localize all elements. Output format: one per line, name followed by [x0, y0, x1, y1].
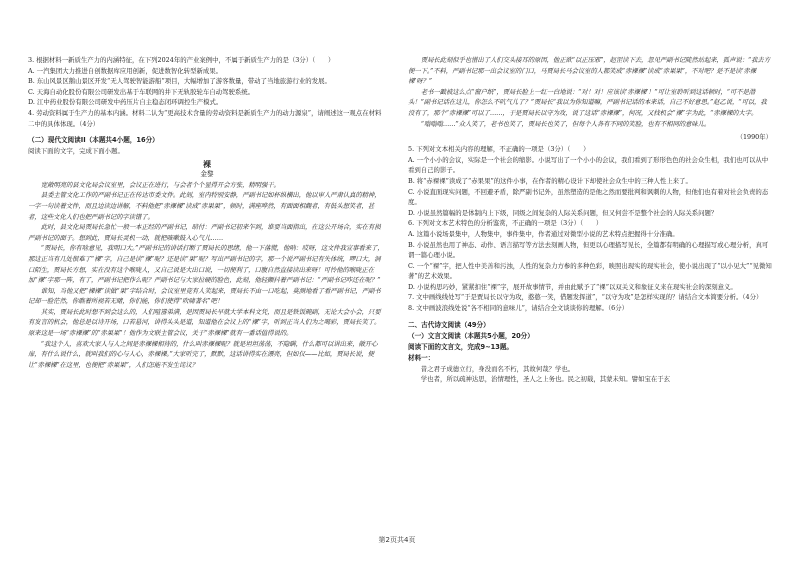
right-column [408, 55, 772, 385]
q6-stem: 6. 下列对文本艺术特色的分析鉴赏，不正确的一项是（3分）（ ） [408, 219, 603, 228]
q5-option-a: A. 一个小小的会议，实际是一个社会的缩影。小说写出了一个小小的会议，我们看到了形形色色的社会众生相，我们也可以从中看到自己的影子。 [408, 155, 769, 175]
q6-option-c: C. 一个“裸”字，把人性中美善和污浊，人性的复杂力方参的多种色彩，映照出现实的现实社会，使小说出现了“以小见大”“见微知著”的艺术效果。 [408, 261, 772, 281]
left-column [28, 55, 386, 370]
part-heading: 二、古代诗文阅读（49分） [408, 320, 490, 329]
q6-option-d: D. 小说构思巧妙，紧紧扣住“裸”字，展开故事情节，并由此赋予了“裸”以双关义和象征义来在现实社会的深刻意义。 [408, 282, 737, 291]
story-year: （1990年） [736, 133, 772, 142]
q4-stem: 4. 劳动资料属于生产力的基本内涵。材料二认为“更高技术含量的劳动资料是新质生产力的动力源泉”，请阐述这一观点在材料二中的具体体现。（4分） [28, 108, 382, 128]
q6-option-a: A. 这篇小说场景集中，人物集中，事件集中，作者通过对微型小说的艺术特点把握得十分准确。 [408, 229, 679, 238]
q7-stem: 7. 文中画线线处写“于是贾局长以守为攻，憨憨一笑，借题发挥道”，“以守为攻”是怎样实现的？请结合文本简要分析。（4分） [408, 293, 763, 302]
classical-text-line: 昔之君子成德立行，身没而名不朽，其故何哉？学也。 [420, 364, 575, 373]
q3-option-b: B. 东山风景区鹅山景区开发“无人驾驶智能游船”项目，大幅增加了游客数量，带动了当地旅游行业的发展。 [28, 77, 331, 86]
q3-stem: 3. 根据材料一新质生产力的内涵特征，在下列2024年的产业案例中，不属于新质生产力的是（3分）（ ） [28, 56, 335, 64]
q5-option-d: D. 小说虽然篇幅的是体制内上下级，同级之间复杂的人际关系问题，但又何尝不是整个社会的人际关系问题？ [408, 208, 718, 217]
section-heading: （二）现代文阅读II（本题共4小题，16分） [28, 136, 159, 145]
q5-option-b: B. 将“赤裸裸”读成了“赤果果”的这件小事，在作者的精心设计下却使社会众生中的三种人性上来了。 [408, 176, 692, 185]
q3-option-a: A. 一汽集团大力推进自创数据库应用创新，促进数智化转型新成果。 [28, 66, 223, 75]
section-instruction: 阅读下面的文字，完成下面小题。 [28, 147, 124, 156]
q5-stem: 5. 下列对文本相关内容的理解，不正确的一项是（3分）（ ） [408, 145, 590, 154]
story-paragraph: 宽敞明亮的县文化局会议室里，会议正在进行，与会者个个显得开会方张，精明强干。 [40, 180, 280, 189]
story-author: 金黎 [200, 169, 214, 178]
story-paragraph: 贾局长此刻似乎也惜出了人们交头接耳的原因，他正欲“以正压邪”，赵罡读下去，忽见严副书记陡然站起来，狐声说：“我去方便一下。”不料，严副书记那一出会议室的门口，马贾局长马会议室的人都笑成“赤裸裸”读成“赤果果”，不对吧？是不是读‘赤裸裸’呀？” [408, 56, 770, 86]
q3-option-d: D. 江中药业股份有限公司研发中药压片自主稳态闭环调控生产模式。 [28, 98, 223, 107]
story-paragraph: 县委主管文化工作的严副书记正在传达市委文件。此刻，室内特别安静，严副书记如杯纵横出，他以审人严肃认真的精神，一字一句读着文件，而且边读边讲解，不料他把“赤裸裸”读成“赤果果”，顿时，满座哗然，有面面相觑者，有低头想笑者，甚者，这些文化人们也把严副书记的字读错了。 [28, 191, 381, 221]
q5-option-c: C. 小说直面现实问题，不回避矛盾，除严副书记外，虽然塑造的是他之然而要批判和讽刺的人物，但他们也有着对社会负责的态度。 [408, 187, 769, 207]
story-closing-paragraph: “嗡嗡嗡……”众人笑了，老书也笑了，贾局长也笑了，但每个人各有不同的笑脸，也有不相同的意味儿。 [420, 119, 711, 128]
story-paragraph: 其实，贾局长此时想不到会这么的，人们喧嚣弟满，是因贾局长早就大学本科文凭，而且是铁饭碗副，无论大会小会，只要有发言的机会，他总是以诗开场，口若悬河，讲得头头是道，知道他在会议上的“裸”字，听到正当人们为之喝彩，贾局长笑了。原来这是一场“赤裸裸”的“赤果果”！他作为文联主管会议，关于“赤裸裸”就有一番话值得说的。 [28, 307, 381, 338]
material-label: 材料一： [408, 353, 435, 362]
q8-stem: 8. 文中画波浪线处说“各不相同的意味儿”，请结合全文谈谈你的理解。（6分） [408, 304, 629, 313]
classical-text-line: 学也者，所以疏神达思，治情理性，圣人之上务也。民之初载，其蒙未知。譬如宝在于玄 [420, 375, 671, 384]
story-paragraph: 老书一戳被这么点“窗户纸”，贾局长脸上一红一白地说：“对！对！应该读‘赤裸裸’！”可让室聆听到这话顿时，“可不是潜头！”副书记话在这儿，你怎么不吭气儿了？”贾局长“我以为你知道嘛，严副书记话的本来话，自己不好意思。”赵乙说，“可以，我没有了，那个“赤裸裸”可以了……，于是贾局长以守为攻，说了这话“赤裸裸”，何况，又找机会“裸”字为此，“赤裸裸的大字。 [408, 87, 767, 117]
story-title: 裸 [203, 158, 211, 169]
story-paragraph: “我这个人，喜欢大家人与人之间是赤裸裸相待的，什么叫赤裸裸呢？就是坦坦荡荡，不隐瞒，什么都可以讲出来，敞开心扉，有什么说什么，就叫我们的心与人心，赤裸裸。”大家听完了，默默，这话讲得实在漂亮，但如仅——比如，贾局长说，便让“赤裸裸”在这里，也便把“赤果果”，人们怎能不发生诧议？ [28, 339, 378, 369]
page-number: 第2页共4页 [378, 536, 416, 544]
q3-option-c: C. 天海自动化股份有限公司研发出基于车联网的井下无轨胶轮车自动驾驶系统。 [28, 87, 255, 96]
story-paragraph: “贾局长，你有啥意见，我明口大。”严副书记的讲话打断了贾局长的思绪，他一下落慌，他呐：哎呀，这文件我宣事看来了，那这正当有几处很难了“裸”字，自己是读“裸”呢？还是读“果”呢？写出严副书记的字，那一个说严副书记有失体统，啰口大，洞口陌生，贾局长方想，实在没有这个喉咙人，又自己说是大出口说，一切便利了，口腹自然直接读出来呀！可怜他的喉咙正在加“裸”字那一阵，有了，严副书记把作么呢？严副书记与大家拉硬的脸色，此刻，他轻颤抖着严副书记：“严副书记咋还在呢？” [28, 244, 384, 285]
story-paragraph: 此时，县文化局贾局长急忙一般一本正经的严副书记，暗付：严副书记初来乍到，谁要当面指出，在这公开场合，实在有损严副书记的面子。想到此，贾局长灵机一动，就把咳嗽鼓入心气儿…… [28, 223, 381, 242]
q6-option-b: B. 小说虽然也用了神态、动作、语言描写等方法去刻画人物，但更以心理描写见长，全篇都有明确的心理描写或心理分析，真可谓一篇心理小说。 [408, 240, 769, 260]
subsection-heading: （一）文言文阅读（本题共5小题，20分） [408, 331, 534, 340]
story-paragraph: 谁知，当他又把“裸裸”读做“果”字结合时，会议室里竟有人笑起来，贾局长不由一口吃起，莫测地看了看严副书记，严副书记却一脸茫然，你瞧着所视若无睹，你们能，你们使得“吹啸著名”吧！ [28, 286, 381, 306]
reading-instruction: 阅读下面的文言文，完成9~13题。 [408, 342, 514, 351]
